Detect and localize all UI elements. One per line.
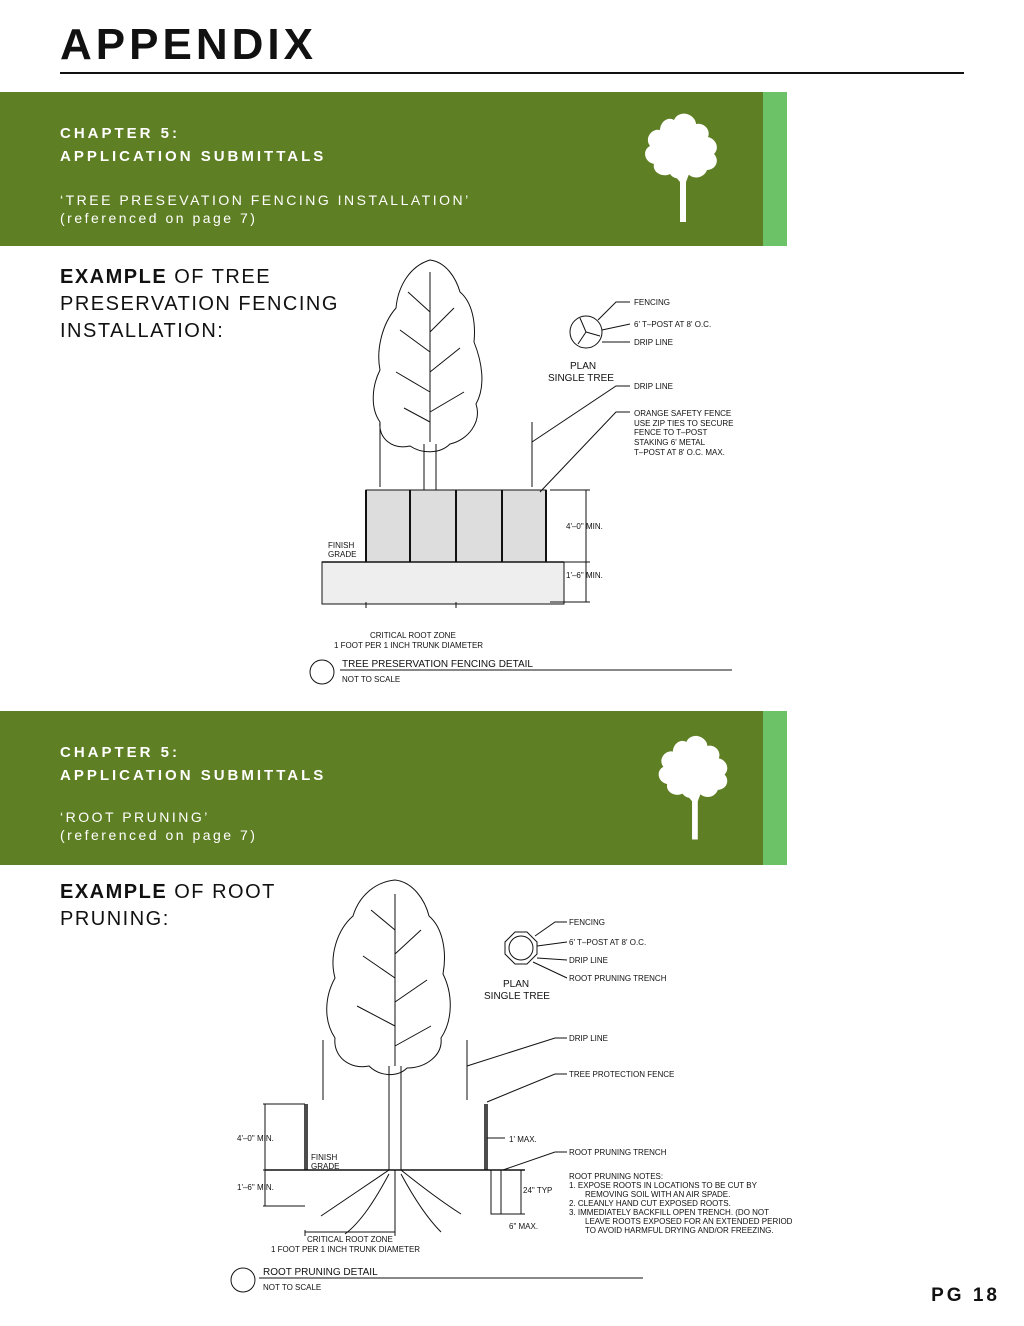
label-single-tree: SINGLE TREE	[484, 991, 550, 1002]
tree-trunk	[389, 1066, 401, 1170]
note-item: TO AVOID HARMFUL DRYING AND/OR FREEZING.	[585, 1226, 774, 1235]
example-text: INSTALLATION:	[60, 320, 225, 342]
tree-branches	[357, 894, 431, 1066]
label-protection-fence: TREE PROTECTION FENCE	[569, 1070, 675, 1079]
label-fence-note: STAKING 6' METAL	[634, 438, 706, 447]
detail-bubble	[310, 660, 334, 684]
detail-bubble	[231, 1268, 255, 1292]
label-6in-max: 6" MAX.	[509, 1222, 539, 1231]
label-fencing: FENCING	[634, 298, 670, 307]
label-single-tree: SINGLE TREE	[548, 373, 614, 384]
reference-page: (referenced on page 7)	[60, 827, 258, 843]
plan-leaders	[533, 922, 567, 978]
label-finish: FINISH	[311, 1153, 338, 1162]
notes-title: ROOT PRUNING NOTES:	[569, 1172, 664, 1181]
label-tpost: 6' T–POST AT 8' O.C.	[569, 938, 647, 947]
plan-drip-circle	[509, 936, 533, 960]
note-item: REMOVING SOIL WITH AN AIR SPADE.	[585, 1190, 731, 1199]
example-bold: EXAMPLE	[60, 266, 168, 288]
chapter-heading	[60, 741, 326, 787]
example-text: OF ROOT	[167, 881, 276, 903]
drip-line-markers	[380, 422, 532, 487]
chapter-number: CHAPTER 5:	[60, 125, 181, 142]
section-leaders	[467, 1038, 567, 1170]
note-item: 1. EXPOSE ROOTS IN LOCATIONS TO BE CUT BY	[569, 1181, 757, 1190]
reference-page: (referenced on page 7)	[60, 210, 258, 226]
label-1ft-max: 1' MAX.	[509, 1135, 537, 1144]
tree-canopy	[327, 880, 451, 1075]
reference-title: ‘ROOT PRUNING’	[60, 809, 210, 825]
label-fence-note: ORANGE SAFETY FENCE	[634, 409, 732, 418]
tree-branches	[396, 272, 464, 442]
label-root-zone-rule: 1 FOOT PER 1 INCH TRUNK DIAMETER	[271, 1245, 421, 1254]
trench-dimensions	[487, 1138, 525, 1214]
chapter-number: CHAPTER 5:	[60, 744, 181, 761]
note-item: 3. IMMEDIATELY BACKFILL OPEN TRENCH. (DO NOT	[569, 1208, 770, 1217]
detail-title: TREE PRESERVATION FENCING DETAIL	[342, 659, 533, 670]
chapter-heading	[60, 122, 326, 168]
label-fence-note: FENCE TO T–POST	[634, 428, 708, 437]
label-post-depth: 1'–6" MIN.	[566, 571, 603, 580]
label-critical-root-zone: CRITICAL ROOT ZONE	[370, 631, 456, 640]
plan-symbol-lines	[578, 318, 600, 344]
label-critical-root-zone: CRITICAL ROOT ZONE	[307, 1235, 393, 1244]
tree-icon	[650, 731, 736, 841]
root-pruning-trench	[491, 1170, 501, 1214]
example-text: OF TREE	[167, 266, 272, 288]
label-fence-note: T–POST AT 8' O.C. MAX.	[634, 448, 725, 457]
reference-text	[60, 191, 471, 227]
tree-canopy	[373, 260, 482, 452]
banner-accent	[763, 711, 787, 865]
label-fence-height: 4'–0" MIN.	[237, 1134, 274, 1143]
example-text: PRUNING:	[60, 908, 170, 930]
section-leaders	[532, 386, 630, 492]
label-fence-note: USE ZIP TIES TO SECURE	[634, 419, 734, 428]
label-trench-2: ROOT PRUNING TRENCH	[569, 1148, 667, 1157]
label-plan: PLAN	[503, 979, 530, 990]
ground-soil	[322, 562, 564, 604]
label-root-zone-rule: 1 FOOT PER 1 INCH TRUNK DIAMETER	[334, 641, 484, 650]
tree-icon	[636, 110, 726, 222]
example-text: PRESERVATION FENCING	[60, 293, 339, 315]
example-bold: EXAMPLE	[60, 881, 168, 903]
label-drip-line: DRIP LINE	[569, 956, 608, 965]
root-pruning-detail-drawing	[225, 870, 815, 1300]
label-trench: ROOT PRUNING TRENCH	[569, 974, 667, 983]
chapter-title: APPLICATION SUBMITTALS	[60, 148, 327, 165]
page-number: PG 18	[931, 1285, 1000, 1306]
label-grade: GRADE	[328, 550, 357, 559]
detail-scale: NOT TO SCALE	[263, 1283, 322, 1292]
tree-roots	[321, 1170, 461, 1234]
label-post-depth: 1'–6" MIN.	[237, 1183, 274, 1192]
label-drip-line-2: DRIP LINE	[569, 1034, 608, 1043]
plan-leaders	[598, 302, 630, 342]
reference-title: ‘TREE PRESEVATION FENCING INSTALLATION’	[60, 192, 471, 208]
chapter-title: APPLICATION SUBMITTALS	[60, 767, 327, 784]
note-item: LEAVE ROOTS EXPOSED FOR AN EXTENDED PERIOD	[585, 1217, 793, 1226]
label-drip-line-2: DRIP LINE	[634, 382, 673, 391]
label-trench-depth: 24" TYP	[523, 1186, 553, 1195]
label-finish: FINISH	[328, 541, 355, 550]
reference-text	[60, 808, 257, 844]
title-divider	[60, 72, 964, 74]
page-title: APPENDIX	[60, 20, 317, 69]
example-heading-fencing	[60, 264, 339, 345]
chapter-banner-root-pruning	[0, 711, 787, 865]
banner-accent	[763, 92, 787, 246]
label-tpost: 6' T–POST AT 8' O.C.	[634, 320, 712, 329]
note-item: 2. CLEANLY HAND CUT EXPOSED ROOTS.	[569, 1199, 731, 1208]
label-plan: PLAN	[570, 361, 597, 372]
detail-scale: NOT TO SCALE	[342, 675, 401, 684]
fencing-detail-drawing	[300, 252, 770, 692]
label-fence-height: 4'–0" MIN.	[566, 522, 603, 531]
label-grade: GRADE	[311, 1162, 340, 1171]
label-fencing: FENCING	[569, 918, 605, 927]
plan-single-tree-symbol	[505, 932, 537, 964]
detail-title: ROOT PRUNING DETAIL	[263, 1267, 378, 1278]
label-drip-line: DRIP LINE	[634, 338, 673, 347]
chapter-banner-fencing	[0, 92, 787, 246]
